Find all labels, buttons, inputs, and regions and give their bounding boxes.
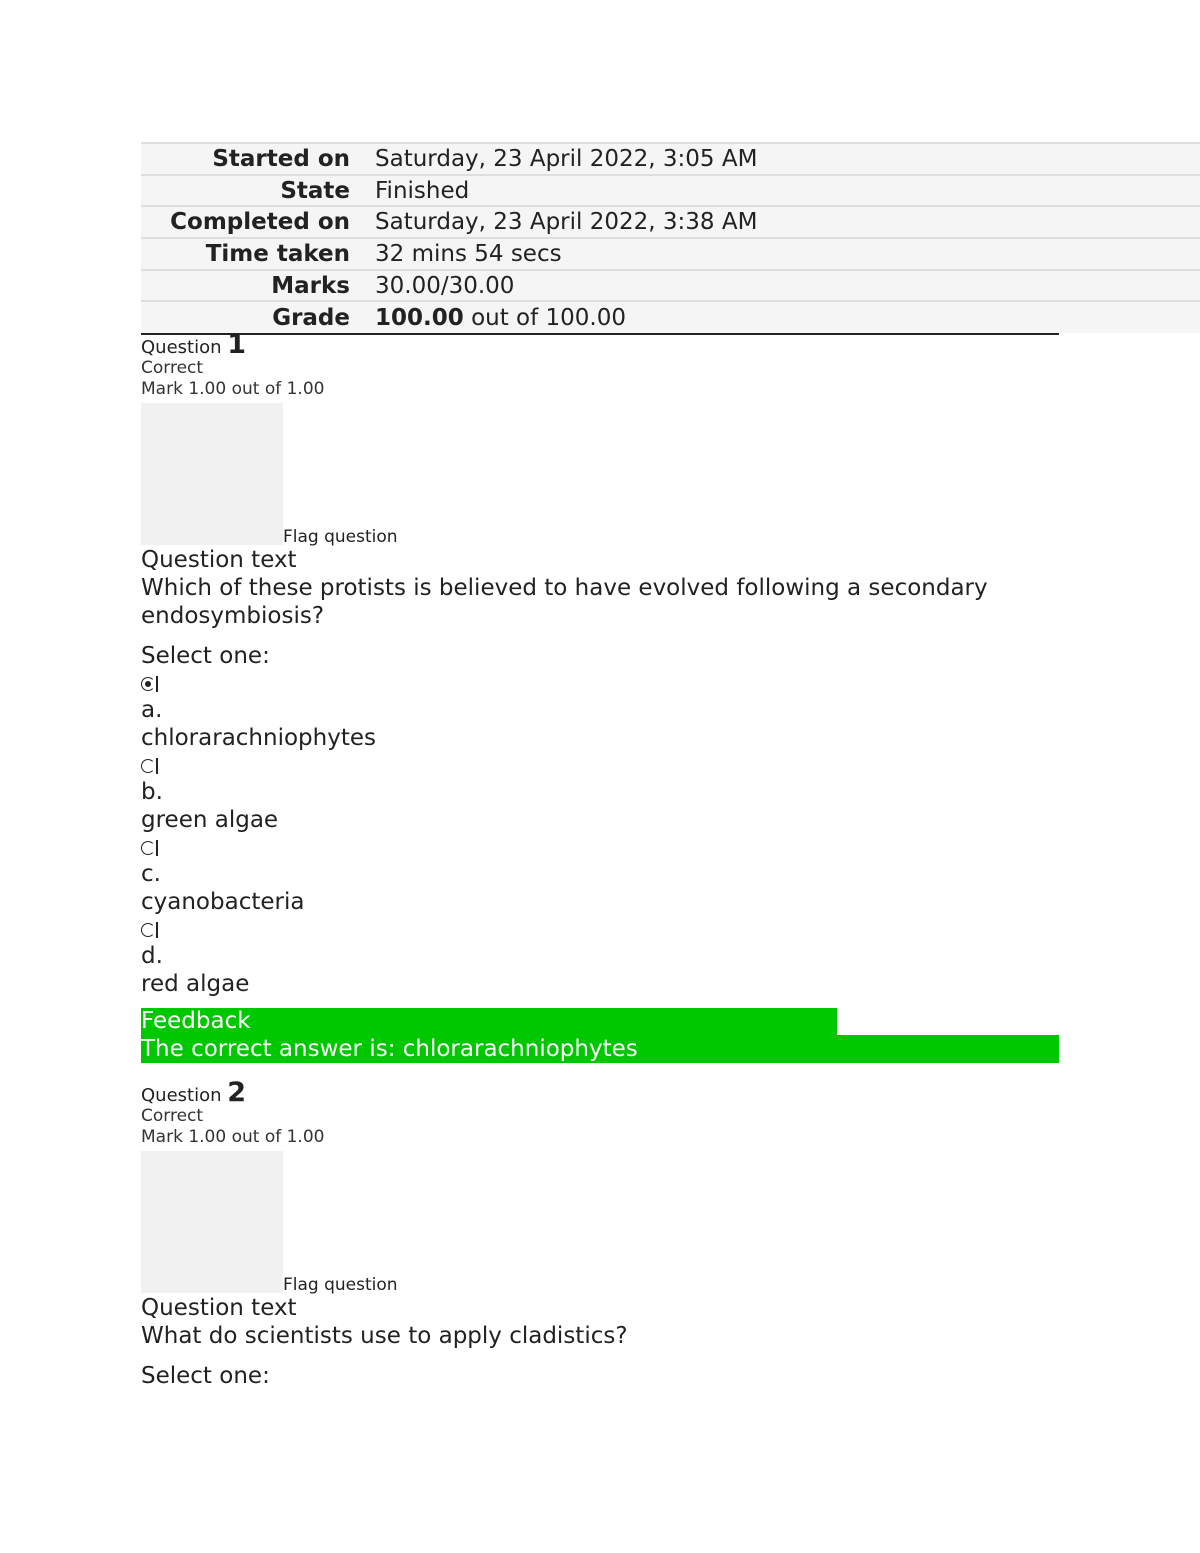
summary-value: Saturday, 23 April 2022, 3:38 AM: [362, 206, 1200, 238]
option-text[interactable]: green algae: [141, 807, 279, 834]
answer-option-c[interactable]: [141, 838, 1200, 916]
summary-label: Completed on: [141, 206, 362, 238]
question-prefix: Question: [141, 337, 228, 359]
select-one-label: Select one:: [141, 1363, 270, 1390]
option-text[interactable]: red algae: [141, 971, 250, 998]
question-status: Correct: [141, 358, 204, 379]
question-1: [141, 329, 1200, 1063]
radio-edge: [156, 840, 158, 856]
radio-unchecked-icon: [141, 759, 155, 773]
radio-button-d[interactable]: [141, 920, 159, 940]
radio-unchecked-icon: [141, 923, 155, 937]
summary-row-started: [141, 143, 1200, 175]
summary-label: Grade: [141, 301, 362, 333]
question-text: Which of these protists is believed to have evolved following a secondary endosymbiosis?: [141, 575, 988, 630]
attempt-summary-table: [141, 142, 1200, 333]
option-letter: d.: [141, 943, 163, 970]
grade-out-of: out of 100.00: [463, 304, 627, 331]
question-heading: [141, 1077, 1200, 1109]
flag-question-control[interactable]: [141, 403, 1200, 548]
summary-label: Marks: [141, 270, 362, 302]
summary-label: State: [141, 175, 362, 207]
option-letter: b.: [141, 779, 163, 806]
flag-question-control[interactable]: [141, 1151, 1200, 1296]
flag-icon[interactable]: [141, 403, 283, 545]
flag-question-label[interactable]: Flag question: [283, 1275, 398, 1296]
answer-option-d[interactable]: [141, 920, 1200, 998]
question-prefix: Question: [141, 1085, 228, 1107]
summary-row-state: [141, 175, 1200, 207]
feedback-text: The correct answer is: chlorarachniophytes: [141, 1035, 1059, 1063]
answer-option-a[interactable]: [141, 674, 1200, 752]
select-one-label: Select one:: [141, 643, 270, 670]
question-number: 1: [227, 329, 247, 361]
option-letter: a.: [141, 697, 163, 724]
question-text: What do scientists use to apply cladistics?: [141, 1323, 628, 1350]
summary-value: Finished: [362, 175, 1200, 207]
summary-label: Time taken: [141, 238, 362, 270]
option-letter: c.: [141, 861, 161, 888]
radio-edge: [156, 758, 158, 774]
radio-button-b[interactable]: [141, 756, 159, 776]
feedback-title: Feedback: [141, 1008, 837, 1035]
option-text[interactable]: cyanobacteria: [141, 889, 305, 916]
option-text[interactable]: chlorarachniophytes: [141, 725, 376, 752]
question-mark: Mark 1.00 out of 1.00: [141, 379, 325, 400]
radio-button-a[interactable]: [141, 674, 159, 694]
question-text-label: Question text: [141, 547, 297, 574]
radio-edge: [156, 676, 158, 692]
radio-edge: [156, 922, 158, 938]
flag-question-label[interactable]: Flag question: [283, 527, 398, 548]
question-text-label: Question text: [141, 1295, 297, 1322]
summary-value: 32 mins 54 secs: [362, 238, 1200, 270]
summary-value: 30.00/30.00: [362, 270, 1200, 302]
radio-checked-icon: [141, 677, 155, 691]
summary-row-completed: [141, 206, 1200, 238]
question-number: 2: [227, 1077, 247, 1109]
question-heading: [141, 329, 1200, 361]
radio-button-c[interactable]: [141, 838, 159, 858]
feedback-panel: [141, 1008, 1200, 1063]
radio-unchecked-icon: [141, 841, 155, 855]
quiz-review-page: [141, 142, 1200, 1390]
summary-value: Saturday, 23 April 2022, 3:05 AM: [362, 143, 1200, 175]
summary-row-marks: [141, 270, 1200, 302]
question-2: [141, 1077, 1200, 1390]
summary-row-grade: [141, 301, 1200, 333]
answer-option-b[interactable]: [141, 756, 1200, 834]
summary-row-time-taken: [141, 238, 1200, 270]
summary-value: [362, 301, 1200, 333]
flag-icon[interactable]: [141, 1151, 283, 1293]
question-mark: Mark 1.00 out of 1.00: [141, 1127, 325, 1148]
question-status: Correct: [141, 1106, 204, 1127]
summary-label: Started on: [141, 143, 362, 175]
grade-score: 100.00: [375, 304, 464, 331]
